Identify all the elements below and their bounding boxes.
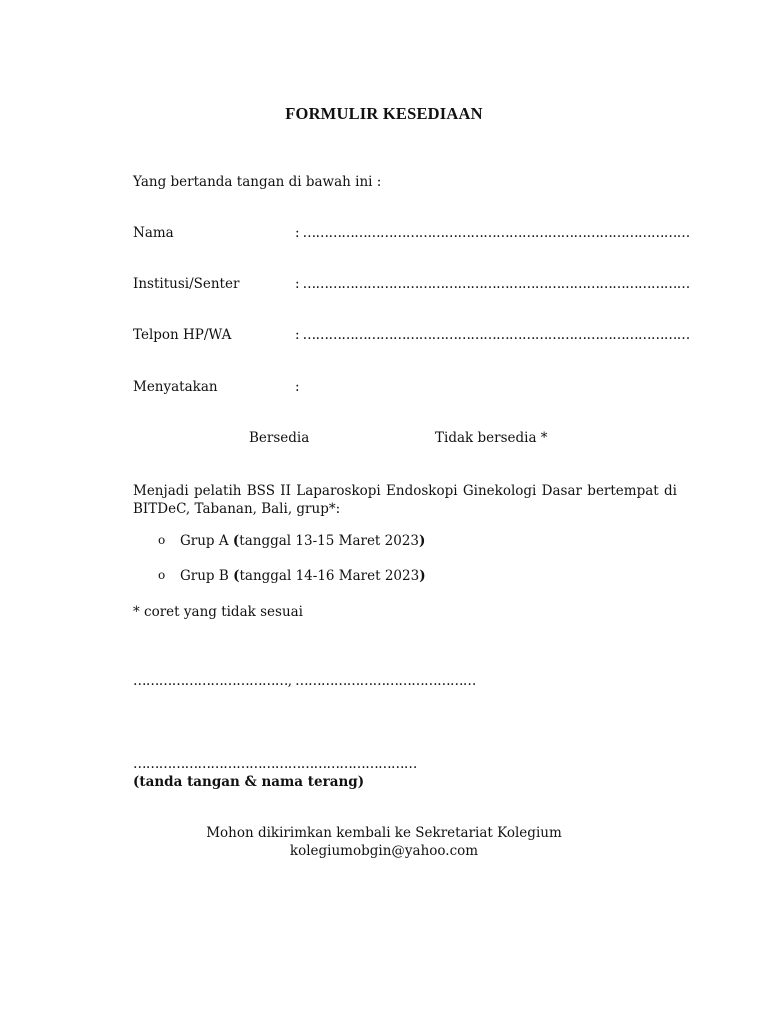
- field-label-institusi: Institusi/Senter: [133, 276, 240, 292]
- grup-b-dates: tanggal 14-16 Maret 2023: [239, 568, 420, 584]
- field-label-telpon: Telpon HP/WA: [133, 327, 232, 343]
- statement-line-2: BITDeC, Tabanan, Bali, grup*:: [133, 501, 341, 517]
- field-label-nama: Nama: [133, 225, 174, 241]
- bullet-circle-icon: o: [158, 568, 166, 582]
- form-title: FORMULIR KESEDIAAN: [285, 104, 483, 123]
- field-value-telpon: : ………………………………………………………………………………: [295, 327, 690, 343]
- field-label-menyatakan: Menyatakan: [133, 379, 218, 395]
- intro-text: Yang bertanda tangan di bawah ini :: [133, 174, 382, 190]
- footer-email: kolegiumobgin@yahoo.com: [289, 843, 479, 859]
- choice-bersedia: Bersedia: [249, 430, 310, 446]
- grup-b-label: Grup B: [180, 568, 234, 584]
- grup-b-open-paren: (: [233, 568, 240, 584]
- field-value-institusi: : ………………………………………………………………………………: [295, 276, 690, 292]
- grup-a-text: [180, 533, 425, 549]
- statement-paragraph: [133, 482, 677, 518]
- grup-b-text: [180, 568, 426, 584]
- grup-a-dates: tanggal 13-15 Maret 2023: [239, 533, 420, 549]
- footer-instruction: Mohon dikirimkan kembali ke Sekretariat Kolegium: [206, 825, 562, 841]
- grup-a-label: Grup A: [180, 533, 233, 549]
- list-item-grup-a: [158, 533, 458, 553]
- signature-line: …………………………………………………………: [133, 756, 417, 772]
- bullet-circle-icon: o: [158, 533, 166, 547]
- grup-a-close-paren: ): [419, 533, 426, 549]
- list-item-grup-b: [158, 568, 458, 588]
- place-date-line: ………………………………, ……………………………………: [133, 673, 476, 689]
- grup-a-open-paren: (: [232, 533, 240, 549]
- grup-b-close-paren: ): [419, 568, 426, 584]
- choice-tidak-bersedia: Tidak bersedia *: [435, 430, 548, 446]
- note-text: * coret yang tidak sesuai: [133, 604, 304, 620]
- field-value-nama: : ………………………………………………………………………………: [295, 225, 690, 241]
- statement-line-1: Menjadi pelatih BSS II Laparoskopi Endoskopi Ginekologi Dasar bertempat di: [133, 483, 677, 499]
- signature-caption: (tanda tangan & nama terang): [133, 774, 365, 790]
- field-value-menyatakan: :: [295, 379, 299, 395]
